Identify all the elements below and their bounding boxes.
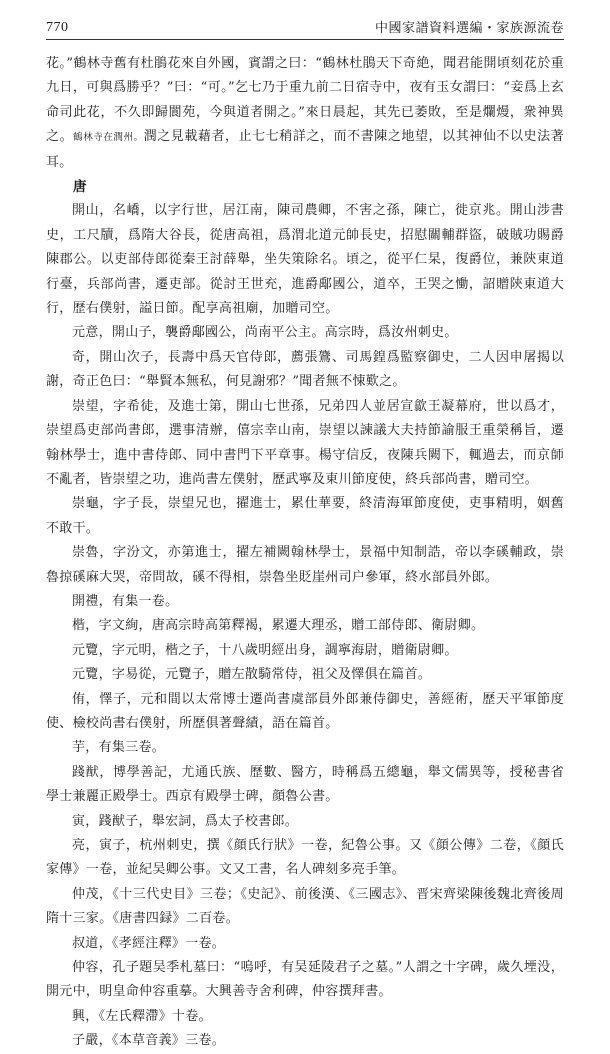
- book-title: 中國家譜資料選編・家族源流卷: [374, 21, 564, 36]
- paragraph: 開禮，有集一卷。: [72, 593, 179, 609]
- paragraph: 元意，開山子，襲爵鄅國公，尚南平公主。高宗時，爲汝州刺史。: [72, 325, 458, 341]
- paragraph: 叔道，《孝經注釋》一卷。: [72, 935, 226, 951]
- intro-note: 鶴林寺在潤州。: [73, 132, 144, 144]
- paragraph: 仲容，孔子題吴季札墓曰：“嗚呼，有吴延陵君子之墓。”人謂之十字碑，歲久堙没，開元中，明皇命仲容重摹。大興善寺舍利碑，仲容撰拜書。: [46, 960, 564, 1000]
- paragraph: 子嚴，《本草音義》三卷。: [72, 1033, 226, 1049]
- running-header: [46, 14, 564, 40]
- intro-paragraph: [46, 52, 564, 175]
- paragraph: 踐猷，博學善記，尤通氏族、歷數、醫方，時稱爲五總龜，舉文儒異等，授秘書省學士兼麗正殿學士。西京有殿學士碑，顔魯公書。: [46, 764, 564, 805]
- page-body: [46, 52, 564, 1054]
- paragraph: 仲茂，《十三代史目》三卷；《史記》、前後漢、《三國志》、晋宋齊梁陳後魏北齊後周隋十三家。《唐書四録》二百卷。: [46, 886, 564, 927]
- intro-tail: 潤之見載藉者，止七七稍詳之，而不書陳之地望，以其神仙不以史法著耳。: [46, 129, 564, 170]
- paragraph: 奇，開山次子，長壽中爲天官侍郎，薦張鷟、司馬鍠爲監察御史，二人因申屠揭以謝，奇正色曰：“舉賢本無私，何見謝邪？”聞者無不悚歎之。: [46, 349, 564, 390]
- paragraph: 寅，踐猷子，舉宏詞，爲太子校書郎。: [72, 813, 299, 829]
- page-number: 770: [46, 20, 69, 35]
- paragraph: 元覽，字元明，楷之子，十八歲明經出身，調寧海尉，贈衛尉卿。: [72, 642, 458, 658]
- paragraph: 開山，名嶠，以字行世，居江南，陳司農卿，不害之孫，陳亡，徙京兆。開山涉書史，工尺牘，爲隋大谷長，從唐高祖，爲渭北道元帥長史，招慰關輔群盜，破賊功賜爵陳郡公。以吏部侍郎從秦王討薛舉，坐失策除名。頃之，從平仁杲，復爵位，兼陝東道行臺，兵部尚書，遷吏部。從討王世充，進爵鄅國公，道卒，王哭之慟，詔贈陝東道大行，歷右僕射，謚日節。配享高祖廟，加贈司空。: [46, 203, 564, 317]
- paragraph: 亮，寅子，杭州刺史，撰《顔氏行狀》一卷，紀魯公事。又《顔公傳》二卷，《顔氏家傳》一卷，並紀吴卿公事。文又工書，名人碑刻多亮手筆。: [46, 838, 564, 878]
- paragraph: 崇魯，字汾文，亦第進士，擢左補闕翰林學士，景福中知制誥，帝以李磎輔政，崇魯掠磎麻大哭，帝問故，磎不得相，崇魯坐貶崖州司户參軍，終水部員外郎。: [46, 545, 564, 585]
- paragraph: 楷，字文絢，唐高宗時高第釋褐，累遷大理丞，贈工部侍郎、衛尉卿。: [72, 618, 485, 634]
- section-heading: 唐: [73, 179, 87, 196]
- paragraph: 芋，有集三卷。: [72, 740, 166, 756]
- paragraph: 興，《左氏釋滯》十卷。: [72, 1008, 212, 1024]
- paragraph: 崇龜，字子長，崇望兄也，擢進士，累仕華要，終清海軍節度使，吏事精明，姻舊不敢干。: [46, 496, 564, 536]
- paragraph: 侑，懌子，元和間以太常博士遷尚書虞部員外郎兼侍御史，善經術，歷天平軍節度使、檢校尚書右僕射，所歷俱著聲績，語在篇首。: [46, 691, 564, 731]
- intro-text: 花。”鶴林寺舊有杜鵑花來自外國，賓謂之曰：“鶴林杜鵑天下奇絶，聞君能開頃刻花於重九日，可與爲勝乎？”曰：“可。”乞七乃于重九前二日宿寺中，夜有玉女謂曰：“妾爲上玄命司此花，不久即歸閬苑，今與道者開之。”來日晨起，其先已萎敗，至是爛熳，衆神異之。: [46, 56, 564, 145]
- paragraph: 元覽，字易從，元覽子，贈左散騎常侍，祖父及懌俱在篇首。: [72, 667, 432, 683]
- paragraph: 崇望，字希徒，及進士第，開山七世孫，兄弟四人並居宣歙王凝幕府，世以爲才，崇望爲吏部尚書郎，選事清辦，僖宗幸山南，崇望以諫議大夫持節諭服王重榮稱旨，遷翰林學士，進中書侍郎、同中書門下平章事。楊守信反，夜陳兵闕下，輒過去，而京師不亂者，皆崇望之功，進尚書左僕射，歷武寧及東川節度使，終兵部尚書，贈司空。: [46, 398, 564, 487]
